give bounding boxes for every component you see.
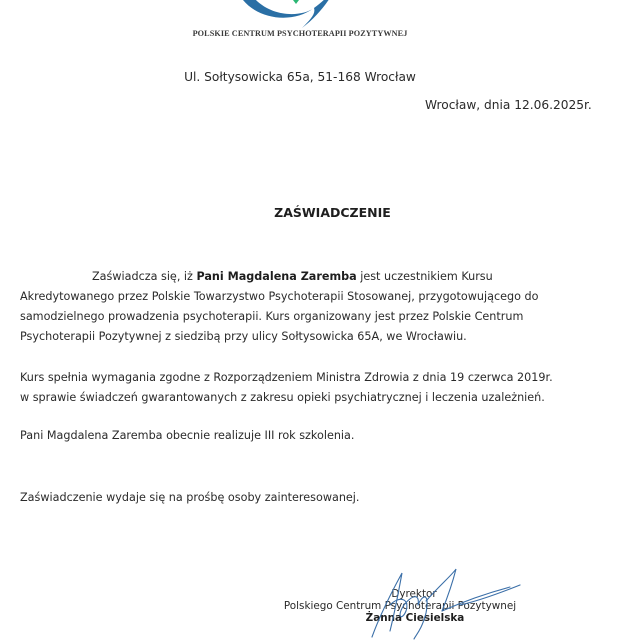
paragraph-regulation — [20, 368, 620, 408]
participant-name: Pani Magdalena Zaremba — [196, 270, 357, 283]
document-date: Wrocław, dnia 12.06.2025r. — [425, 98, 592, 112]
signatory-name: Żanna Ciesielska — [365, 612, 465, 624]
signatory-organization: Polskiego Centrum Psychoterapii Pozytywnej — [283, 600, 517, 612]
paragraph-line: w sprawie świadczeń gwarantowanych z zakresu opieki psychiatrycznej i leczenia uzależnień. — [20, 391, 545, 404]
organization-name: POLSKIE CENTRUM PSYCHOTERAPII POZYTYWNEJ — [192, 29, 408, 38]
paragraph-line: Akredytowanego przez Polskie Towarzystwo Psychoterapii Stosowanej, przygotowującego do — [20, 290, 539, 303]
document-title-text: ZAŚWIADCZENIE — [274, 205, 391, 220]
paragraph-training-year — [20, 426, 620, 446]
document-title — [0, 205, 640, 220]
paragraph-line: Psychoterapii Pozytywnej z siedzibą przy ulicy Sołtysowicka 65A, we Wrocławiu. — [20, 330, 467, 343]
paragraph-line — [20, 267, 620, 287]
paragraph-issuance — [20, 488, 620, 508]
text-segment: jest uczestnikiem Kursu — [356, 270, 493, 283]
text-segment: Zaświadcza się, iż — [92, 270, 197, 283]
signatory-role: Dyrektor — [391, 588, 437, 600]
paragraph-line: Zaświadczenie wydaje się na prośbę osoby zainteresowanej. — [20, 491, 360, 504]
paragraph-line: samodzielnego prowadzenia psychoterapii. Kurs organizowany jest przez Polskie Centrum — [20, 310, 524, 323]
paragraph-line: Kurs spełnia wymagania zgodne z Rozporządzeniem Ministra Zdrowia z dnia 19 czerwca 2019r. — [20, 371, 553, 384]
organization-address: Ul. Sołtysowicka 65a, 51-168 Wrocław — [184, 70, 416, 84]
organization-logo-icon — [230, 0, 350, 28]
paragraph-certification — [20, 267, 620, 347]
paragraph-line: Pani Magdalena Zaremba obecnie realizuje III rok szkolenia. — [20, 429, 355, 442]
signature-block — [270, 588, 530, 624]
